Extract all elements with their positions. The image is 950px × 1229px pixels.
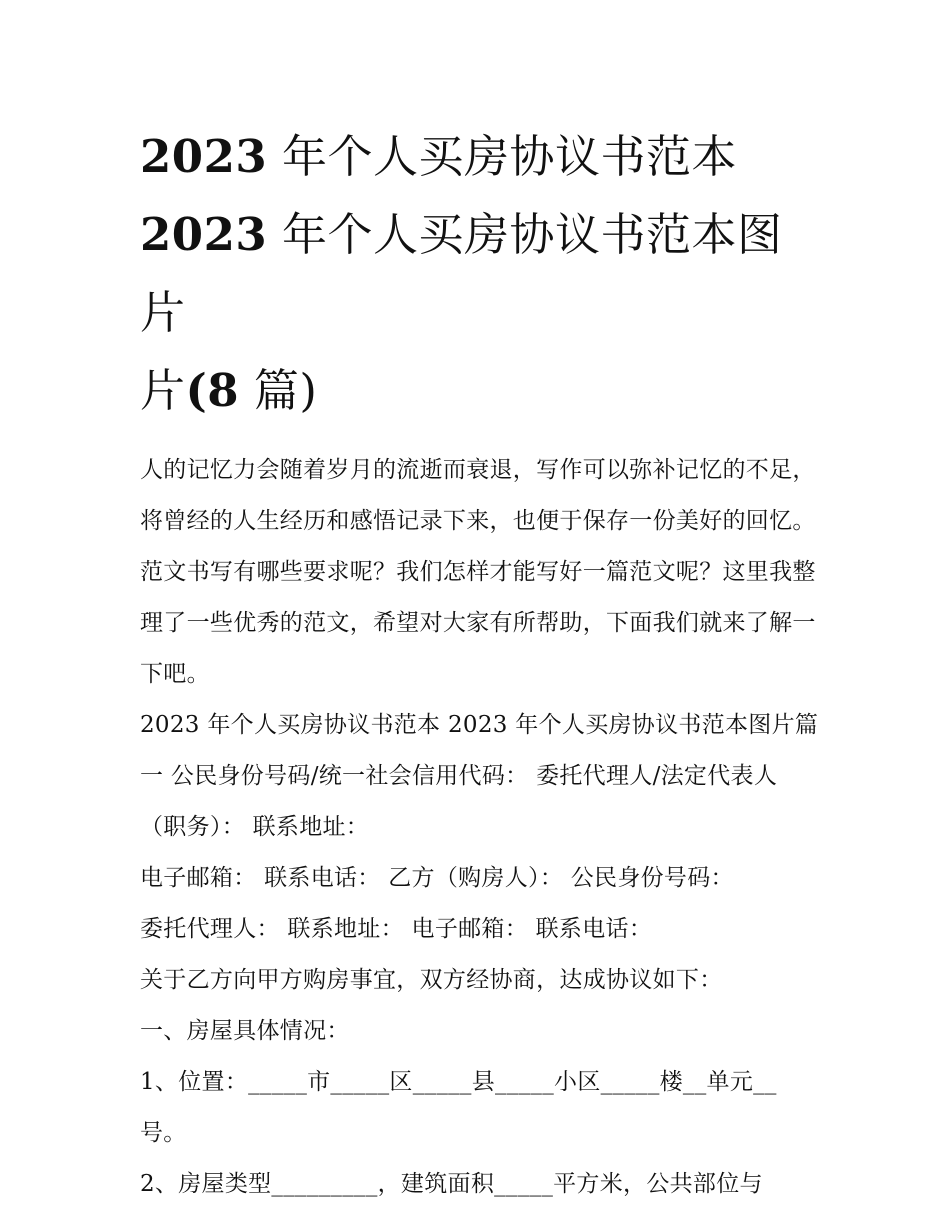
title-year-2: 2023 (140, 208, 268, 261)
item-two-paragraph: 2、房屋类型_________，建筑面积_____平方米，公共部位与 (140, 1171, 763, 1197)
item-one-paragraph: 1、位置：_____市_____区_____县_____小区_____楼__单元__号。 (140, 1069, 777, 1146)
title-line-3 (140, 364, 318, 417)
heading-paragraph: 2023 年个人买房协议书范本 2023 年个人买房协议书范本图片篇一 公民身份号码/统一社会信用代码： 委托代理人/法定代表人（职务）： 联系地址： (140, 712, 819, 840)
title-text-3b: 篇) (239, 364, 318, 417)
title-text-1: 年个人买房协议书范本 (267, 130, 738, 183)
title-line-2 (140, 208, 783, 339)
document-page (140, 118, 820, 1210)
intro-paragraph: 人的记忆力会随着岁月的流逝而衰退，写作可以弥补记忆的不足，将曾经的人生经历和感悟记录下来，也便于保存一份美好的回忆。范文书写有哪些要求呢？我们怎样才能写好一篇范文呢？这里我整理了一些优秀的范文，希望对大家有所帮助，下面我们就来了解一下吧。 (140, 457, 816, 687)
document-title (140, 118, 820, 430)
title-year-1: 2023 (140, 130, 268, 183)
section-one-heading: 一、房屋具体情况： (140, 1018, 350, 1044)
title-line-1 (140, 130, 737, 183)
title-text-2: 年个人买房协议书范本图片 (140, 208, 783, 339)
agreement-paragraph: 关于乙方向甲方购房事宜，双方经协商，达成协议如下： (140, 967, 723, 993)
agent-paragraph: 委托代理人： 联系地址： 电子邮箱： 联系电话： (140, 916, 653, 942)
title-count: (8 (185, 364, 240, 417)
title-text-3a: 片 (140, 364, 186, 417)
contact-paragraph: 电子邮箱： 联系电话： 乙方（购房人）： 公民身份号码： (140, 865, 734, 891)
